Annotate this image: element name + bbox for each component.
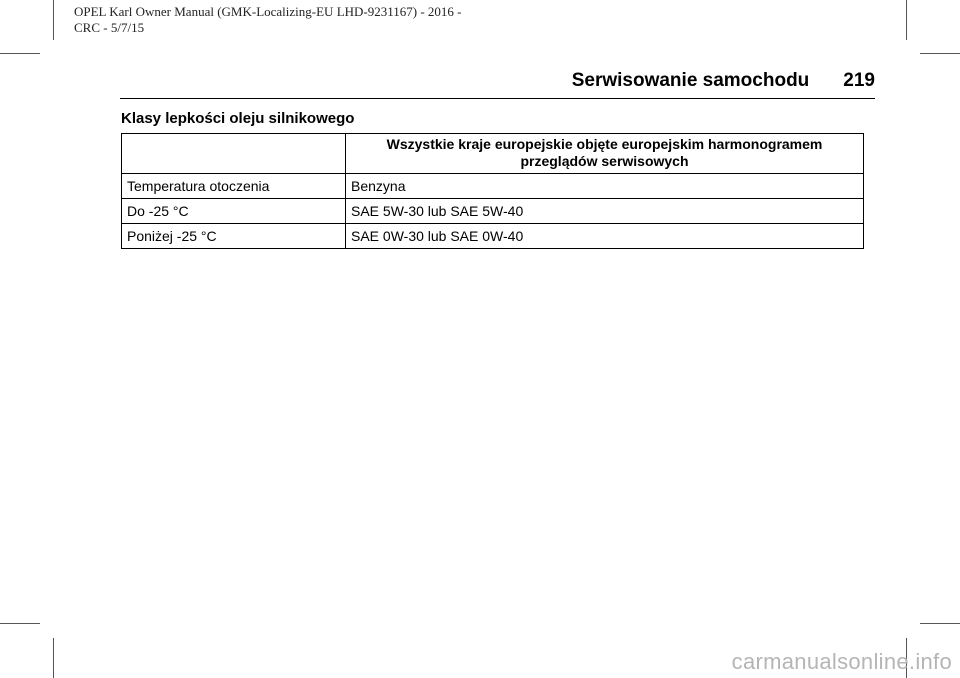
crop-mark [53,0,54,40]
table-cell: SAE 0W-30 lub SAE 0W-40 [346,224,864,249]
oil-viscosity-table [121,133,864,249]
print-metadata-line: CRC - 5/7/15 [74,20,145,35]
running-head [120,70,875,92]
crop-mark [53,638,54,678]
print-metadata-line: OPEL Karl Owner Manual (GMK-Localizing-EU LHD-9231167) - 2016 - [74,4,462,19]
table-cell: Do -25 °C [122,199,346,224]
region-header: Wszystkie kraje europejskie objęte europejskim harmonogramem przeglądów serwisowych [346,134,864,174]
table-cell: Poniżej -25 °C [122,224,346,249]
header-rule [120,98,875,99]
table-row [122,199,864,224]
table-header-cell-empty [122,134,346,174]
crop-mark [920,623,960,624]
table-row [122,224,864,249]
table-cell: SAE 5W-30 lub SAE 5W-40 [346,199,864,224]
crop-mark [906,0,907,40]
section-title: Klasy lepkości oleju silnikowego [121,110,355,127]
crop-mark [0,53,40,54]
page-number: 219 [843,70,875,91]
crop-mark [920,53,960,54]
column-header-petrol: Benzyna [346,174,864,199]
table-row [122,174,864,199]
section-name: Serwisowanie samochodu [571,70,810,91]
print-metadata [74,4,462,36]
column-header-temperature: Temperatura otoczenia [122,174,346,199]
table-header-row [122,134,864,174]
crop-mark [0,623,40,624]
watermark: carmanualsonline.info [731,649,952,674]
